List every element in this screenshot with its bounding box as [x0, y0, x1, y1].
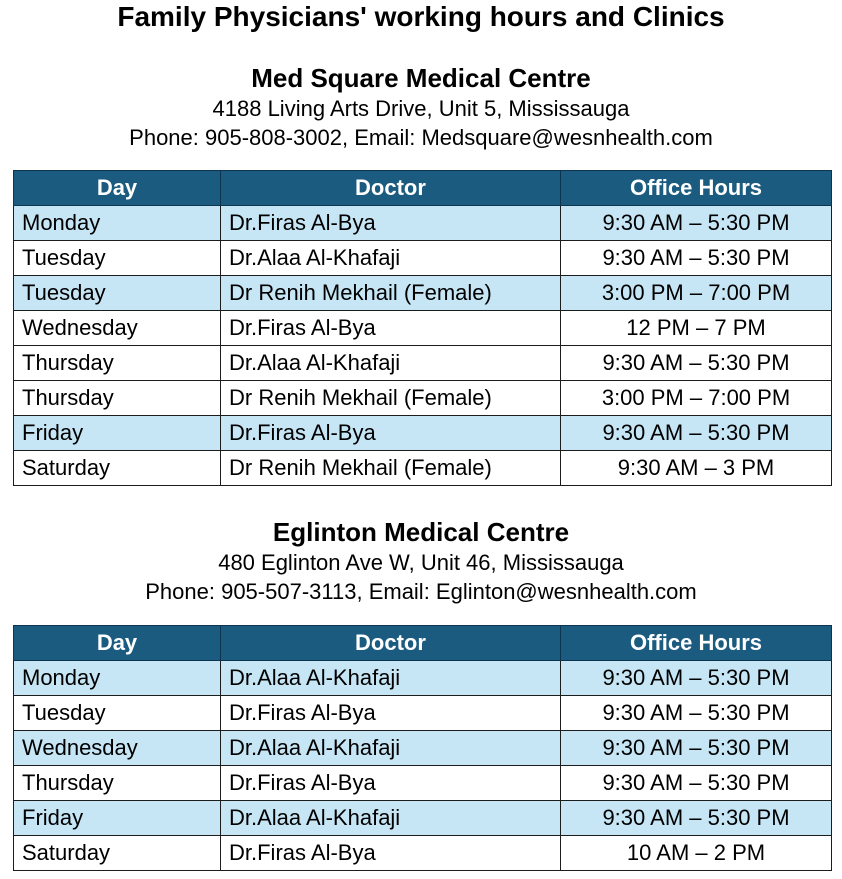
cell-hours: 9:30 AM – 5:30 PM: [561, 801, 832, 836]
cell-day: Monday: [14, 661, 221, 696]
table-row: [14, 346, 832, 381]
clinic-contact: Phone: 905-808-3002, Email: Medsquare@wesnhealth.com: [129, 125, 713, 150]
cell-hours: 9:30 AM – 5:30 PM: [561, 241, 832, 276]
cell-day: Tuesday: [14, 696, 221, 731]
cell-doctor: Dr.Firas Al-Bya: [221, 311, 561, 346]
cell-hours: 9:30 AM – 5:30 PM: [561, 416, 832, 451]
cell-hours: 10 AM – 2 PM: [561, 836, 832, 871]
cell-day: Friday: [14, 416, 221, 451]
clinic-header-med-square: [0, 63, 842, 152]
page-title: Family Physicians' working hours and Clinics: [117, 1, 725, 32]
cell-hours: 9:30 AM – 5:30 PM: [561, 661, 832, 696]
cell-day: Wednesday: [14, 311, 221, 346]
column-header-doctor: Doctor: [221, 626, 561, 661]
column-header-office-hours: Office Hours: [561, 626, 832, 661]
cell-day: Thursday: [14, 346, 221, 381]
cell-hours: 12 PM – 7 PM: [561, 311, 832, 346]
table-header-row: [14, 626, 832, 661]
column-header-doctor: Doctor: [221, 171, 561, 206]
cell-doctor: Dr Renih Mekhail (Female): [221, 276, 561, 311]
cell-hours: 3:00 PM – 7:00 PM: [561, 381, 832, 416]
cell-doctor: Dr.Firas Al-Bya: [221, 206, 561, 241]
cell-doctor: Dr.Firas Al-Bya: [221, 696, 561, 731]
cell-doctor: Dr.Firas Al-Bya: [221, 836, 561, 871]
clinic-contact: Phone: 905-507-3113, Email: Eglinton@wesnhealth.com: [145, 579, 697, 604]
table-row: [14, 381, 832, 416]
clinic-header-eglinton: [0, 517, 842, 606]
cell-hours: 9:30 AM – 5:30 PM: [561, 766, 832, 801]
clinic-name: Eglinton Medical Centre: [272, 517, 570, 547]
cell-day: Thursday: [14, 766, 221, 801]
table-row: [14, 661, 832, 696]
cell-day: Wednesday: [14, 731, 221, 766]
cell-doctor: Dr Renih Mekhail (Female): [221, 451, 561, 486]
cell-doctor: Dr.Alaa Al-Khafaji: [221, 661, 561, 696]
cell-doctor: Dr.Firas Al-Bya: [221, 766, 561, 801]
column-header-day: Day: [14, 626, 221, 661]
cell-day: Thursday: [14, 381, 221, 416]
table-row: [14, 276, 832, 311]
table-row: [14, 801, 832, 836]
cell-day: Friday: [14, 801, 221, 836]
table-header-row: [14, 171, 832, 206]
clinic-name: Med Square Medical Centre: [251, 63, 591, 93]
cell-day: Monday: [14, 206, 221, 241]
table-row: [14, 731, 832, 766]
clinic-address: 4188 Living Arts Drive, Unit 5, Mississauga: [212, 96, 630, 121]
table-row: [14, 766, 832, 801]
cell-day: Tuesday: [14, 276, 221, 311]
table-row: [14, 836, 832, 871]
cell-doctor: Dr Renih Mekhail (Female): [221, 381, 561, 416]
cell-doctor: Dr.Alaa Al-Khafaji: [221, 241, 561, 276]
cell-day: Tuesday: [14, 241, 221, 276]
cell-doctor: Dr.Alaa Al-Khafaji: [221, 801, 561, 836]
table-row: [14, 696, 832, 731]
schedule-table-eglinton: [13, 625, 832, 871]
table-row: [14, 451, 832, 486]
schedule-table-med-square: [13, 170, 832, 486]
table-row: [14, 311, 832, 346]
cell-day: Saturday: [14, 836, 221, 871]
column-header-office-hours: Office Hours: [561, 171, 832, 206]
cell-hours: 3:00 PM – 7:00 PM: [561, 276, 832, 311]
cell-day: Saturday: [14, 451, 221, 486]
cell-doctor: Dr.Alaa Al-Khafaji: [221, 731, 561, 766]
table-row: [14, 206, 832, 241]
cell-hours: 9:30 AM – 5:30 PM: [561, 346, 832, 381]
cell-hours: 9:30 AM – 5:30 PM: [561, 206, 832, 241]
cell-doctor: Dr.Alaa Al-Khafaji: [221, 346, 561, 381]
cell-hours: 9:30 AM – 3 PM: [561, 451, 832, 486]
cell-doctor: Dr.Firas Al-Bya: [221, 416, 561, 451]
cell-hours: 9:30 AM – 5:30 PM: [561, 731, 832, 766]
table-row: [14, 416, 832, 451]
clinic-address: 480 Eglinton Ave W, Unit 46, Mississauga: [218, 550, 624, 575]
column-header-day: Day: [14, 171, 221, 206]
table-row: [14, 241, 832, 276]
cell-hours: 9:30 AM – 5:30 PM: [561, 696, 832, 731]
